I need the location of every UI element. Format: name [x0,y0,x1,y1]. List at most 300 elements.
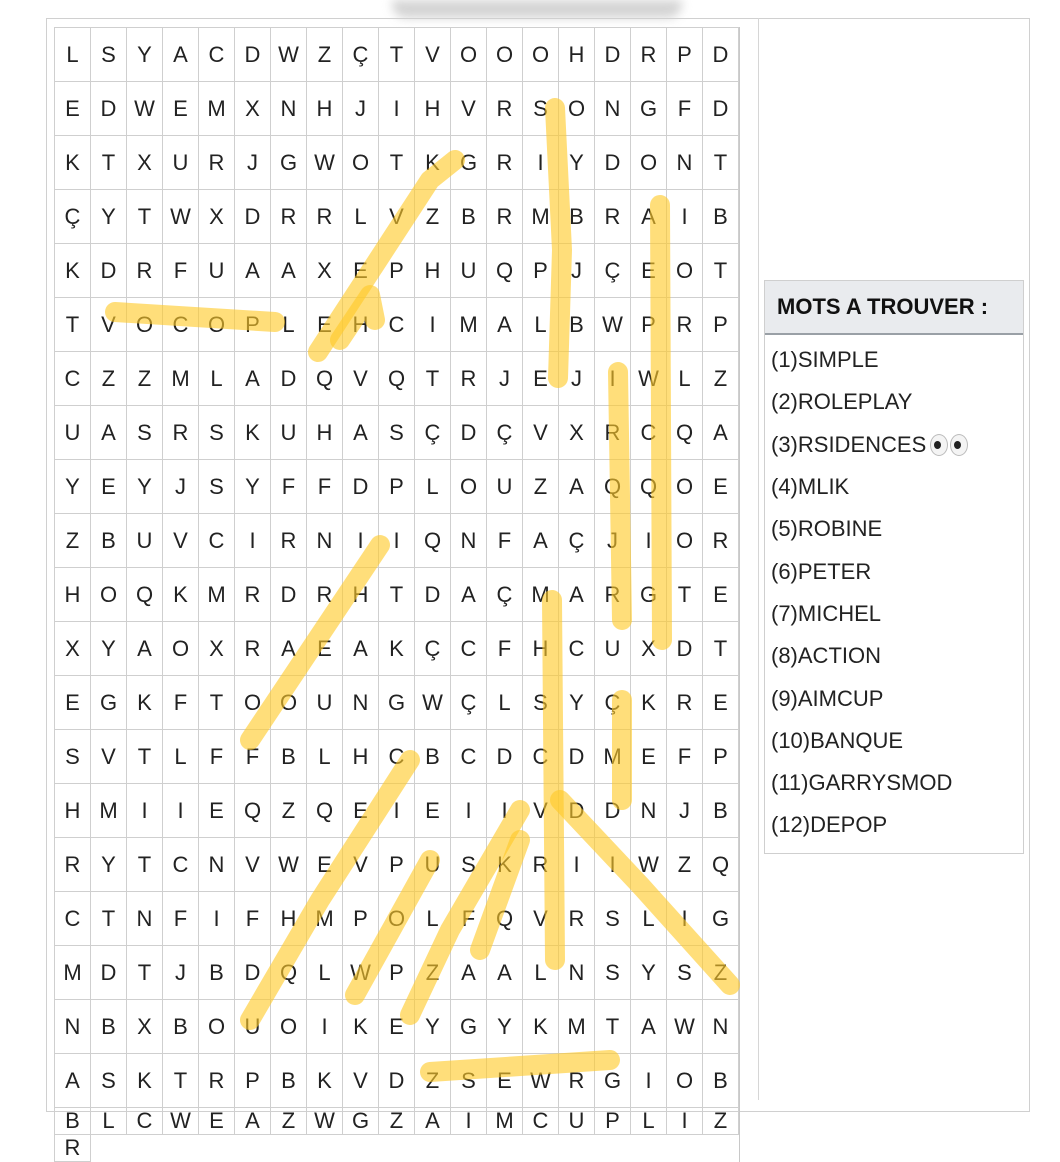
grid-cell: I [523,136,559,190]
grid-cell: J [343,82,379,136]
grid-cell: H [307,406,343,460]
grid-cell: E [199,784,235,838]
grid-cell: G [379,676,415,730]
grid-cell: C [127,1108,163,1135]
grid-cell: S [523,676,559,730]
word-label: (1)SIMPLE [771,347,879,373]
grid-cell: Z [703,946,739,1000]
grid-cell: A [271,244,307,298]
grid-cell: X [235,82,271,136]
grid-cell: Z [127,352,163,406]
grid-cell: D [235,946,271,1000]
grid-cell: Z [271,784,307,838]
grid-cell: Z [271,1108,307,1135]
grid-cell: M [163,352,199,406]
grid-cell: R [127,244,163,298]
grid-cell: P [379,946,415,1000]
grid-cell: O [199,1000,235,1054]
grid-cell: R [523,838,559,892]
grid-cell: M [523,190,559,244]
grid-cell: R [595,568,631,622]
grid-cell: H [343,568,379,622]
grid-cell: F [163,892,199,946]
grid-cell: Q [631,460,667,514]
grid-cell: P [343,892,379,946]
grid-cell: T [703,244,739,298]
grid-cell: A [451,946,487,1000]
grid-cell: U [55,406,91,460]
grid-cell: O [271,676,307,730]
grid-cell: P [235,1054,271,1108]
grid-cell: V [523,784,559,838]
grid-cell: W [271,838,307,892]
grid-cell: W [631,838,667,892]
grid-cell: F [487,622,523,676]
grid-cell: H [523,622,559,676]
grid-cell: S [667,946,703,1000]
panel-title: MOTS A TROUVER : [765,281,1023,335]
grid-cell: Z [415,1054,451,1108]
grid-cell: P [631,298,667,352]
grid-cell: A [703,406,739,460]
word-item [771,720,1023,762]
grid-cell: H [559,28,595,82]
grid-cell: E [523,352,559,406]
grid-cell: E [307,622,343,676]
grid-cell: Q [271,946,307,1000]
grid-cell: K [631,676,667,730]
grid-cell: M [595,730,631,784]
grid-cell: E [163,82,199,136]
grid-cell: T [91,136,127,190]
grid-cell: K [415,136,451,190]
grid-cell: A [559,568,595,622]
grid-cell: U [199,244,235,298]
grid-cell: V [379,190,415,244]
grid-cell: A [559,460,595,514]
grid-cell: Q [415,514,451,568]
grid-cell: T [703,136,739,190]
eyes-emoji-icon [930,433,970,456]
grid-cell: W [343,946,379,1000]
grid-cell: E [415,784,451,838]
grid-cell: W [595,298,631,352]
grid-cell: X [127,136,163,190]
grid-cell: O [163,622,199,676]
grid-cell: T [127,190,163,244]
grid-cell: A [415,1108,451,1135]
grid-cell: T [127,946,163,1000]
grid-cell: L [487,676,523,730]
grid-cell: R [667,676,703,730]
grid-cell: T [595,1000,631,1054]
grid-cell: E [307,838,343,892]
grid-cell: O [91,568,127,622]
grid-cell: K [163,568,199,622]
grid-cell: C [631,406,667,460]
grid-cell: K [55,244,91,298]
grid-cell: O [271,1000,307,1054]
grid-cell: R [703,514,739,568]
grid-cell: A [163,28,199,82]
grid-cell: Y [415,1000,451,1054]
word-label: (2)ROLEPLAY [771,389,913,415]
word-item [771,593,1023,635]
grid-cell: W [307,136,343,190]
grid-cell: L [415,460,451,514]
grid-cell: E [55,82,91,136]
grid-cell: P [379,460,415,514]
grid-cell: M [487,1108,523,1135]
grid-cell: O [559,82,595,136]
grid-cell: T [379,136,415,190]
grid-cell: S [595,946,631,1000]
grid-cell: B [91,1000,127,1054]
grid-cell: E [631,244,667,298]
grid-cell: R [631,28,667,82]
grid-cell: E [703,676,739,730]
grid-cell: C [55,352,91,406]
grid-cell: A [451,568,487,622]
grid-cell: W [307,1108,343,1135]
grid-cell: I [379,514,415,568]
grid-cell: S [55,730,91,784]
grid-cell: W [667,1000,703,1054]
grid-cell: Q [379,352,415,406]
grid-cell: D [595,136,631,190]
grid-cell: M [55,946,91,1000]
grid-cell: F [487,514,523,568]
grid-cell: O [667,460,703,514]
grid-cell: Q [127,568,163,622]
grid-cell: N [595,82,631,136]
grid-cell: A [91,406,127,460]
grid-cell: W [631,352,667,406]
grid-cell: T [379,568,415,622]
grid-cell: I [127,784,163,838]
grid-cell: N [559,946,595,1000]
grid-cell: A [343,406,379,460]
grid-cell: V [343,352,379,406]
grid-cell: D [703,82,739,136]
grid-cell: R [307,568,343,622]
grid-cell: V [163,514,199,568]
word-label: (11)GARRYSMOD [771,770,953,796]
words-to-find-panel [764,280,1024,854]
grid-cell: Q [487,892,523,946]
grid-cell: N [343,676,379,730]
grid-cell: A [271,622,307,676]
grid-cell: W [271,28,307,82]
grid-cell: P [703,298,739,352]
grid-cell: C [55,892,91,946]
grid-cell: K [307,1054,343,1108]
grid-cell: L [523,298,559,352]
grid-cell: R [55,838,91,892]
word-item [771,762,1023,804]
grid-cell: E [199,1108,235,1135]
grid-cell: B [451,190,487,244]
grid-cell: N [271,82,307,136]
grid-cell: R [199,1054,235,1108]
grid-cell: P [235,298,271,352]
grid-cell: A [631,1000,667,1054]
word-item [771,339,1023,381]
grid-cell: D [595,784,631,838]
grid-cell: T [379,28,415,82]
grid-cell: D [343,460,379,514]
grid-cell: E [631,730,667,784]
grid-cell: L [307,730,343,784]
grid-cell: F [163,676,199,730]
grid-cell: I [451,784,487,838]
grid-cell: G [91,676,127,730]
grid-cell: A [631,190,667,244]
grid-cell: X [199,190,235,244]
word-label: (5)ROBINE [771,516,883,542]
grid-cell: E [379,1000,415,1054]
grid-cell: C [559,622,595,676]
grid-cell: M [199,568,235,622]
grid-cell: I [235,514,271,568]
grid-cell: O [451,460,487,514]
grid-cell: Ç [415,406,451,460]
grid-cell: Z [91,352,127,406]
grid-cell: R [487,190,523,244]
grid-cell: O [523,28,559,82]
grid-cell: U [559,1108,595,1135]
grid-cell: C [523,730,559,784]
grid-cell: G [703,892,739,946]
grid-cell: Q [703,838,739,892]
grid-cell: I [667,190,703,244]
grid-cell: Ç [451,676,487,730]
grid-cell: X [127,1000,163,1054]
grid-cell: H [343,730,379,784]
grid-cell: N [451,514,487,568]
grid-cell: A [487,298,523,352]
grid-cell: T [703,622,739,676]
grid-cell: G [343,1108,379,1135]
grid-cell: T [55,298,91,352]
grid-cell: T [667,568,703,622]
grid-cell: Z [667,838,703,892]
grid-cell: L [631,892,667,946]
grid-cell: V [451,82,487,136]
grid-cell: V [91,730,127,784]
grid-cell: N [55,1000,91,1054]
grid-cell: X [631,622,667,676]
grid-cell: T [415,352,451,406]
grid-cell: U [127,514,163,568]
grid-cell: Y [91,838,127,892]
grid-cell: M [91,784,127,838]
grid-cell: B [199,946,235,1000]
grid-cell: P [379,244,415,298]
grid-cell: B [559,190,595,244]
word-item [771,677,1023,719]
grid-cell: G [595,1054,631,1108]
grid-cell: Y [127,460,163,514]
grid-cell: R [559,892,595,946]
grid-cell: C [523,1108,559,1135]
grid-cell: L [55,28,91,82]
grid-cell: R [235,622,271,676]
grid-cell: S [379,406,415,460]
grid-cell: P [379,838,415,892]
grid-cell: U [487,460,523,514]
grid-cell: P [595,1108,631,1135]
grid-cell: B [559,298,595,352]
grid-cell: J [667,784,703,838]
grid-cell: J [559,244,595,298]
grid-cell: W [523,1054,559,1108]
grid-cell: A [523,514,559,568]
grid-cell: J [235,136,271,190]
grid-cell: I [451,1108,487,1135]
grid-cell: I [163,784,199,838]
grid-cell: D [451,406,487,460]
grid-cell: L [163,730,199,784]
grid-cell: Ç [487,568,523,622]
grid-cell: K [487,838,523,892]
grid-cell: K [235,406,271,460]
grid-cell: K [127,676,163,730]
grid-cell: G [451,1000,487,1054]
grid-cell: Z [415,946,451,1000]
grid-cell: E [343,784,379,838]
word-item [771,381,1023,423]
grid-cell: O [379,892,415,946]
grid-cell: R [559,1054,595,1108]
grid-cell: Z [307,28,343,82]
grid-cell: T [163,1054,199,1108]
grid-cell: H [415,244,451,298]
grid-cell: S [91,28,127,82]
grid-cell: D [235,28,271,82]
grid-cell: V [523,406,559,460]
grid-cell: V [91,298,127,352]
grid-cell: W [163,1108,199,1135]
grid-cell: Y [127,28,163,82]
grid-cell: D [415,568,451,622]
grid-cell: S [523,82,559,136]
grid-cell: V [523,892,559,946]
grid-cell: D [667,622,703,676]
grid-cell: G [631,82,667,136]
grid-cell: F [199,730,235,784]
grid-cell: O [127,298,163,352]
grid-cell: G [271,136,307,190]
grid-cell: Q [667,406,703,460]
word-label: (4)MLIK [771,474,850,500]
grid-cell: A [127,622,163,676]
grid-cell: L [91,1108,127,1135]
grid-cell: F [235,892,271,946]
word-label: (10)BANQUE [771,727,904,753]
grid-cell: O [667,1054,703,1108]
word-list [765,335,1023,847]
word-label: (6)PETER [771,558,872,584]
grid-cell: Ç [559,514,595,568]
grid-cell: E [91,460,127,514]
grid-cell: D [559,784,595,838]
grid-cell: D [379,1054,415,1108]
word-item [771,466,1023,508]
grid-cell: B [703,784,739,838]
grid-cell: T [91,892,127,946]
grid-cell: C [451,622,487,676]
grid-cell: R [595,190,631,244]
grid-cell: F [451,892,487,946]
grid-cell: M [451,298,487,352]
word-label: (3)RSIDENCES [771,431,927,457]
grid-cell: Y [487,1000,523,1054]
word-item [771,508,1023,550]
grid-cell: K [343,1000,379,1054]
word-item [771,804,1023,846]
word-item [771,424,1023,466]
grid-cell: P [667,28,703,82]
grid-cell: T [199,676,235,730]
grid-cell: I [667,892,703,946]
grid-cell: D [91,82,127,136]
grid-cell: Q [307,784,343,838]
grid-cell: B [271,1054,307,1108]
grid-cell: H [55,784,91,838]
grid-cell: H [55,568,91,622]
grid-cell: L [271,298,307,352]
grid-cell: Q [235,784,271,838]
grid-cell: D [91,946,127,1000]
grid-cell: K [379,622,415,676]
word-item [771,635,1023,677]
grid-cell: E [343,244,379,298]
grid-cell: O [343,136,379,190]
grid-cell: U [307,676,343,730]
grid-cell: I [667,1108,703,1135]
grid-cell: P [523,244,559,298]
grid-cell: U [415,838,451,892]
grid-cell: C [379,298,415,352]
grid-cell: K [127,1054,163,1108]
grid-cell: B [163,1000,199,1054]
grid-cell: F [163,244,199,298]
grid-cell: D [91,244,127,298]
grid-cell: I [595,838,631,892]
grid-cell: J [487,352,523,406]
grid-cell: S [91,1054,127,1108]
grid-cell: C [163,838,199,892]
grid-cell: R [595,406,631,460]
grid-cell: Y [235,460,271,514]
grid-cell: Ç [487,406,523,460]
grid-cell: A [235,352,271,406]
grid-cell: F [667,730,703,784]
grid-cell: I [631,514,667,568]
grid-cell: I [379,82,415,136]
grid-cell: D [487,730,523,784]
grid-cell: O [235,676,271,730]
grid-cell: Q [595,460,631,514]
grid-cell: U [235,1000,271,1054]
grid-cell: C [199,514,235,568]
grid-cell: J [595,514,631,568]
grid-cell: Y [559,136,595,190]
grid-cell: D [595,28,631,82]
grid-cell: L [199,352,235,406]
grid-cell: Ç [343,28,379,82]
